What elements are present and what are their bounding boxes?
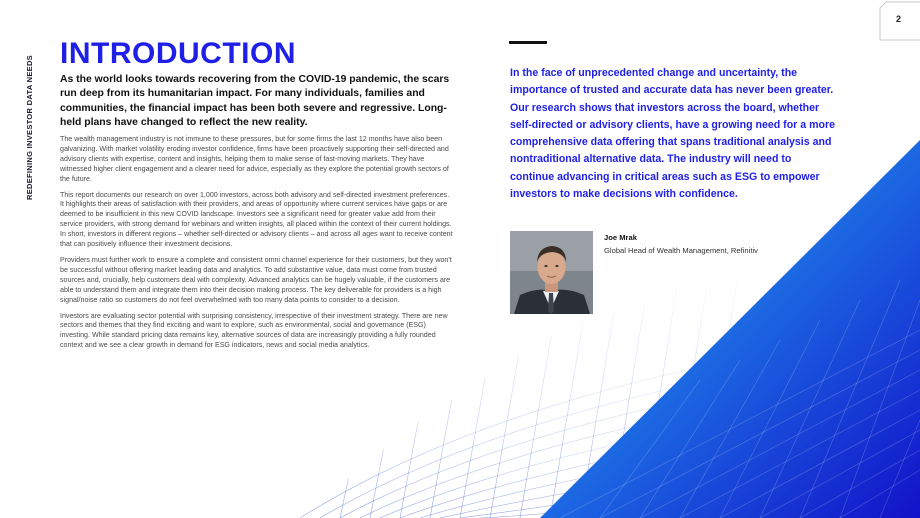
page-title: INTRODUCTION (60, 37, 296, 70)
body-paragraph: The wealth management industry is not immune to these pressures, but for some firms the last 12 months have also been galvanizing. With market volatility eroding investor confidence, firms have been proactively supporting their self-directed and advisory clients with expertise, content and insights, helping them to make sense of fast-moving markets. They have witnessed higher client engagement and a clearer need for advice, especially as they explore the potential growth sectors of the future. (60, 135, 449, 183)
body-paragraph: Providers must further work to ensure a complete and consistent omni channel experience for their customers, but they won't be successful without offering market leading data and analytics. To add substantive value, data must come from trusted sources and, crucially, help customers deal with complexity. Advanced analytics can be hugely valuable, if the customers are able to understand them and integrate them into their decision making process. The key deliverable for providers is a high signal/noise ratio so customers do not feel overwhelmed with too many data points to consider to a decision. (60, 255, 452, 304)
pull-quote: In the face of unprecedented change and uncertainty, the importance of trusted and accurate data has never been greater. Our research shows that investors across the board, whether self-directed or advisory clients, have a growing need for a more comprehensive data offering that spans traditional analysis and nontraditional alternative data. The industry will need to continue advancing in critical areas such as ESG to empower investors to make decisions with confidence. (510, 67, 835, 201)
author-name: Joe Mrak (604, 233, 637, 242)
body-text (60, 135, 453, 357)
author-role: Global Head of Wealth Management, Refinitiv (604, 246, 758, 255)
side-running-label: REDEFINING INVESTOR DATA NEEDS (25, 55, 34, 200)
lead-paragraph: As the world looks towards recovering from the COVID-19 pandemic, the scars run deep from its humanitarian impact. For many individuals, families and communities, the financial impact has been both severe and regressive. Long-held plans have changed to reflect the new reality. (60, 74, 450, 128)
page-number: 2 (896, 14, 902, 24)
quote-accent-bar (509, 41, 547, 44)
author-portrait (510, 231, 593, 314)
body-paragraph: Investors are evaluating sector potential with surprising consistency, irrespective of their investment strategy. There are new sectors and themes that they find exciting and want to explore, such as environmental, social and governance (ESG) investing. While standard pricing data remains key, alternative sources of data are increasingly providing a fully rounded context and we see a clear growth in demand for ESG indicators, news and social media analytics. (60, 311, 448, 350)
body-paragraph: This report documents our research on over 1,000 investors, across both advisory and self-directed investment preferences. It highlights their areas of satisfaction with their providers, and areas of opportunity where current services have gaps or are deemed to be insufficient in this new COVID landscape. Investors see a significant need for greater value add from their service providers, with strong demand for webinars and written insights, all placed within the context of their current holdings. In short, investors in different regions – whether self-directed or advisory clients – and across all ages want to receive content that can positively influence their investment decisions. (60, 190, 453, 249)
